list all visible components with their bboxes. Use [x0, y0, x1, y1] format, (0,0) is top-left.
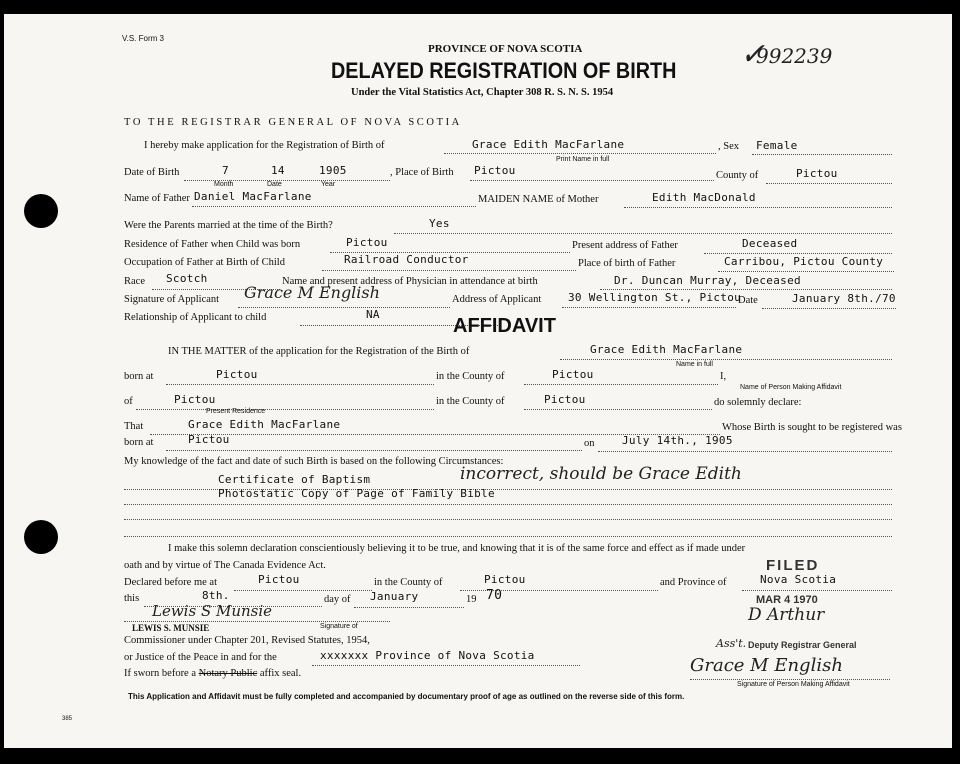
file-number: 992239	[756, 44, 833, 68]
dob-year: 1905	[319, 164, 347, 177]
race-label: Race	[124, 276, 145, 287]
that-name: Grace Edith MacFarlane	[188, 418, 341, 431]
filed-date-stamp: MAR 4 1970	[756, 594, 818, 606]
physician-label: Name and present address of Physician in attendance at birth	[282, 276, 538, 287]
sex-label: , Sex	[718, 141, 739, 152]
physician-value: Dr. Duncan Murray, Deceased	[614, 274, 801, 287]
father-name: Daniel MacFarlane	[194, 190, 312, 203]
date-value: January 8th./70	[792, 292, 896, 305]
province-label: and Province of	[660, 577, 727, 588]
signature-label: Signature of Applicant	[124, 294, 220, 305]
filed-stamp: FILED	[766, 557, 820, 574]
dob-label: Date of Birth	[124, 167, 180, 178]
born-at-2-value: Pictou	[188, 433, 230, 446]
justice-line: or Justice of the Peace in and for the	[124, 652, 277, 663]
birth-registration-form	[4, 14, 952, 748]
applicant-address-label: Address of Applicant	[452, 294, 542, 305]
registrar-signature: D Arthur	[748, 605, 825, 625]
child-name: Grace Edith MacFarlane	[472, 138, 625, 151]
applicant-address-value: 30 Wellington St., Pictou	[568, 291, 742, 304]
circumstance-2: Photostatic Copy of Page of Family Bible	[218, 487, 495, 500]
knowledge-label: My knowledge of the fact and date of such Birth is based on the following Circumstances:	[124, 456, 504, 467]
commissioner-name: LEWIS S. MUNSIE	[132, 623, 210, 633]
declared-label: Declared before me at	[124, 577, 217, 588]
month-hint: Month	[214, 181, 234, 188]
pob-value: Pictou	[474, 164, 516, 177]
name-full-hint: Name in full	[676, 361, 713, 368]
in-county-label-2: in the County of	[436, 396, 505, 407]
matter-label: IN THE MATTER of the application for the Registration of the Birth of	[168, 346, 470, 357]
affiant-signature: Grace M English	[690, 655, 843, 676]
year-hint: Year	[321, 181, 336, 188]
notary-suffix: affix seal.	[259, 668, 302, 679]
of-label: of	[124, 396, 133, 407]
residence-label: Residence of Father when Child was born	[124, 239, 301, 250]
commissioner-line: Commissioner under Chapter 201, Revised Statutes, 1954,	[124, 635, 370, 646]
mother-name: Edith MacDonald	[652, 191, 756, 204]
declared-county-label: in the County of	[374, 577, 443, 588]
form-title: DELAYED REGISTRATION OF BIRTH	[331, 58, 677, 83]
date-hint: Date	[267, 181, 282, 188]
married-label: Were the Parents married at the time of the Birth?	[124, 220, 333, 231]
father-pob-value: Carribou, Pictou County	[724, 255, 884, 268]
form-subtitle: Under the Vital Statistics Act, Chapter 308 R. S. N. S. 1954	[351, 87, 614, 98]
whose-label: Whose Birth is sought to be registered was	[722, 422, 902, 433]
county-value: Pictou	[796, 167, 838, 180]
affiant-hint: Name of Person Making Affidavit	[740, 384, 842, 391]
province-heading: PROVINCE OF NOVA SCOTIA	[428, 43, 583, 55]
declaration-line-1: I make this solemn declaration conscientiously believing it to be true, and knowing that it is of the same force and effect as if made under	[168, 543, 746, 554]
registrar-title: Deputy Registrar General	[748, 640, 857, 650]
race-value: Scotch	[166, 272, 208, 285]
footer-code: 385	[62, 716, 73, 722]
day-of-label: day of	[324, 594, 351, 605]
footer-note: This Application and Affidavit must be fully completed and accompanied by documentary proof of age as outlined on the reverse side of this form.	[128, 692, 685, 701]
this-label: this	[124, 593, 140, 604]
date-label: Date	[738, 295, 758, 306]
residence-hint: Present Residence	[206, 408, 266, 415]
relationship-value: NA	[366, 308, 380, 321]
born-at-2-label: born at	[124, 437, 154, 448]
residence-value-affidavit: Pictou	[174, 393, 216, 406]
declared-year: 70	[486, 588, 503, 603]
addressee: TO THE REGISTRAR GENERAL OF NOVA SCOTIA	[124, 117, 462, 128]
in-county-label: in the County of	[436, 371, 505, 382]
check-mark: ✓	[740, 37, 766, 72]
on-date: July 14th., 1905	[622, 434, 733, 447]
form-number: V.S. Form 3	[122, 34, 164, 43]
residence-county-value: Pictou	[544, 393, 586, 406]
declared-month: January	[370, 590, 419, 603]
punch-hole-bottom	[24, 520, 58, 554]
affiant-signature-hint: Signature of Person Making Affidavit	[737, 681, 850, 688]
sex-value: Female	[756, 139, 798, 152]
county-label: County of	[716, 170, 759, 181]
that-label: That	[124, 421, 144, 432]
punch-hole-top	[24, 194, 58, 228]
notary-struck: Notary Public	[198, 668, 258, 679]
circumstance-1-note: incorrect, should be Grace Edith	[460, 464, 742, 484]
registrar-prefix: Ass't.	[716, 637, 747, 650]
notary-line	[124, 669, 301, 680]
present-address-value: Deceased	[742, 237, 798, 250]
year-prefix: 19	[466, 594, 477, 605]
declare-label: do solemnly declare:	[714, 397, 802, 408]
born-at-label: born at	[124, 371, 154, 382]
dob-month: 7	[222, 164, 229, 177]
occupation-label: Occupation of Father at Birth of Child	[124, 257, 285, 268]
intro-label: I hereby make application for the Registration of Birth of	[144, 140, 385, 151]
present-address-label: Present address of Father	[572, 240, 678, 251]
declared-at-value: Pictou	[258, 573, 300, 586]
declaration-line-2: oath and by virtue of The Canada Evidence Act.	[124, 560, 326, 571]
on-label: on	[584, 438, 595, 449]
affidavit-heading: AFFIDAVIT	[453, 315, 556, 337]
declared-day: 8th.	[202, 589, 230, 602]
born-county-value: Pictou	[552, 368, 594, 381]
mother-label: MAIDEN NAME of Mother	[478, 194, 599, 205]
commissioner-signature: Lewis S Munsie	[152, 602, 273, 620]
matter-name: Grace Edith MacFarlane	[590, 343, 743, 356]
dob-day: 14	[271, 164, 285, 177]
relationship-label: Relationship of Applicant to child	[124, 312, 267, 323]
signature-of-hint: Signature of	[320, 623, 358, 630]
i-label: I,	[720, 371, 727, 382]
born-at-value: Pictou	[216, 368, 258, 381]
justice-value: xxxxxxx Province of Nova Scotia	[320, 649, 535, 662]
residence-value: Pictou	[346, 236, 388, 249]
father-label: Name of Father	[124, 193, 190, 204]
circumstance-1: Certificate of Baptism	[218, 473, 371, 486]
father-pob-label: Place of birth of Father	[578, 258, 676, 269]
declared-county-value: Pictou	[484, 573, 526, 586]
print-name-hint: Print Name in full	[556, 156, 610, 163]
province-value: Nova Scotia	[760, 573, 837, 586]
notary-prefix: If sworn before a	[124, 668, 197, 679]
married-value: Yes	[429, 217, 450, 230]
applicant-signature: Grace M English	[244, 283, 380, 302]
pob-label: , Place of Birth	[390, 167, 454, 178]
occupation-value: Railroad Conductor	[344, 253, 469, 266]
